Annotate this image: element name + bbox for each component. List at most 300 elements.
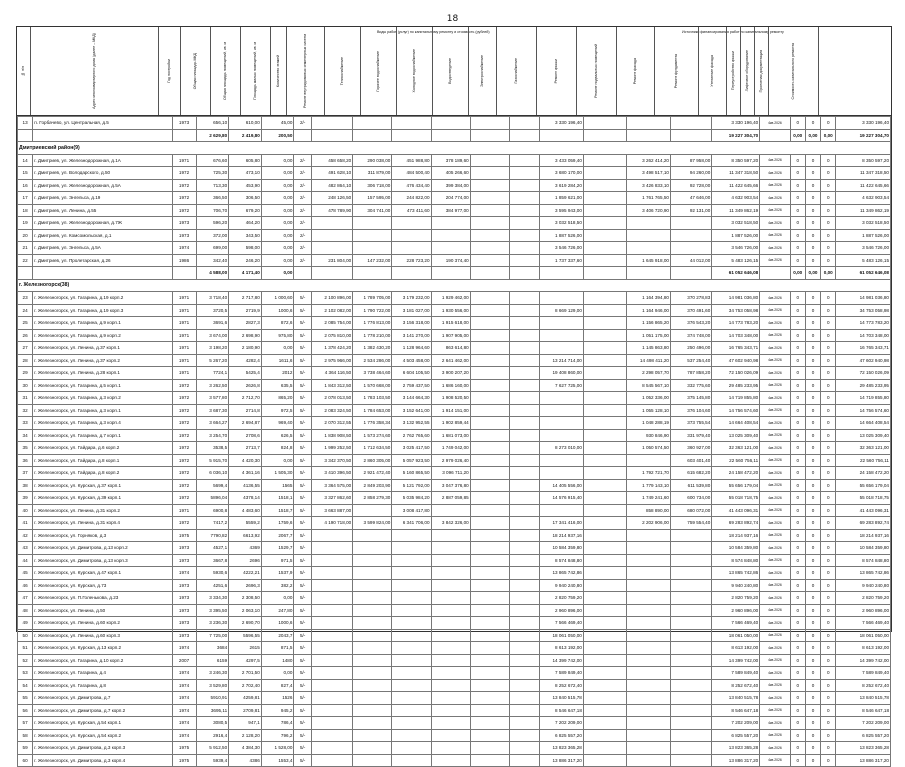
table-cell bbox=[431, 117, 470, 130]
table-cell: 1972 bbox=[172, 404, 196, 417]
table-cell: 0 bbox=[821, 254, 836, 267]
table-cell: 1611,6 bbox=[261, 354, 294, 367]
table-cell bbox=[470, 292, 509, 305]
table-cell bbox=[509, 317, 539, 330]
table-cell: 1 783 103,50 bbox=[353, 392, 392, 405]
table-cell: 2 102 082,00 bbox=[311, 304, 352, 317]
table-cell: 7 566 469,40 bbox=[712, 617, 760, 630]
table-cell: г. Дмитриев, ул. Володарского, д.50 bbox=[33, 167, 172, 180]
table-cell bbox=[353, 529, 392, 542]
table-cell: г. Железногорск, ул. Гагарина, д.19 корп.2 bbox=[33, 292, 172, 305]
table-row bbox=[18, 754, 891, 767]
table-cell: 0 bbox=[805, 467, 820, 480]
table-cell: 3 262,50 bbox=[196, 379, 229, 392]
table-cell: 1 776 813,00 bbox=[353, 317, 392, 330]
table-cell: 14 576 915,40 bbox=[540, 492, 584, 505]
header-col bbox=[181, 27, 211, 115]
table-cell: 3 141 270,00 bbox=[392, 329, 431, 342]
table-cell: 8 545 567,10 bbox=[627, 379, 671, 392]
table-cell: 1 792 721,70 bbox=[627, 467, 671, 480]
table-cell: 1 686 160,00 bbox=[431, 379, 470, 392]
table-cell: 14 664 408,54 bbox=[836, 417, 891, 430]
table-cell: 0 bbox=[805, 329, 820, 342]
table-cell bbox=[509, 617, 539, 630]
table-cell: 5/- bbox=[294, 292, 311, 305]
table-body bbox=[18, 117, 891, 767]
table-cell bbox=[431, 754, 470, 767]
table-cell: 39 bbox=[18, 492, 33, 505]
table-cell bbox=[311, 754, 352, 767]
header-col-label: Горячее водоснабжение bbox=[375, 50, 380, 92]
table-cell: 453,90 bbox=[229, 179, 262, 192]
table-cell bbox=[583, 667, 627, 680]
table-cell bbox=[392, 642, 431, 655]
table-cell: 1971 bbox=[172, 292, 196, 305]
table-cell: 0 bbox=[790, 717, 805, 730]
table-cell: 2 860 305,00 bbox=[353, 454, 392, 467]
header-col bbox=[699, 27, 727, 115]
table-cell: 6 036,10 bbox=[196, 467, 229, 480]
table-cell: 5/- bbox=[294, 379, 311, 392]
table-cell: 656,10 bbox=[196, 117, 229, 130]
table-cell: 2696,3 bbox=[229, 579, 262, 592]
table-cell: 4кв.2026 bbox=[760, 717, 790, 730]
table-cell: 0,00 bbox=[805, 267, 820, 280]
table-cell: 0 bbox=[805, 754, 820, 767]
subtotal-row bbox=[18, 129, 891, 142]
table-cell bbox=[470, 579, 509, 592]
table-cell: 1971 bbox=[172, 317, 196, 330]
table-cell bbox=[353, 129, 392, 142]
table-row bbox=[18, 617, 891, 630]
table-cell: 4 483,60 bbox=[229, 504, 262, 517]
table-cell bbox=[311, 617, 352, 630]
table-cell: 3 674,00 bbox=[196, 329, 229, 342]
table-cell: г. Железногорск, ул. Курская, д.37 корп.1 bbox=[33, 479, 172, 492]
table-cell bbox=[583, 592, 627, 605]
table-cell: 57 bbox=[18, 717, 33, 730]
table-cell bbox=[353, 629, 392, 642]
table-cell: 51 bbox=[18, 642, 33, 655]
table-cell bbox=[583, 529, 627, 542]
table-cell: 2/- bbox=[294, 217, 311, 230]
table-cell bbox=[392, 704, 431, 717]
table-row bbox=[18, 604, 891, 617]
table-cell bbox=[583, 617, 627, 630]
table-cell: 0 bbox=[821, 729, 836, 742]
table-cell bbox=[627, 242, 671, 255]
table-cell: 13 840 515,78 bbox=[712, 692, 760, 705]
table-cell: 2 641 462,00 bbox=[431, 354, 470, 367]
table-cell bbox=[470, 529, 509, 542]
table-cell bbox=[470, 392, 509, 405]
table-cell: 2007 bbox=[172, 654, 196, 667]
table-cell: 0 bbox=[805, 317, 820, 330]
table-cell: 5 915,70 bbox=[196, 454, 229, 467]
table-cell: 8 613 192,00 bbox=[540, 642, 584, 655]
table-cell: 1000,6 bbox=[261, 304, 294, 317]
table-cell bbox=[627, 617, 671, 630]
table-cell: 147 232,00 bbox=[353, 254, 392, 267]
table-cell: 4 632 903,54 bbox=[836, 192, 891, 205]
table-row bbox=[18, 504, 891, 517]
table-cell bbox=[431, 704, 470, 717]
table-cell: 3 406 720,90 bbox=[627, 204, 671, 217]
table-row bbox=[18, 454, 891, 467]
table-cell: 0 bbox=[805, 379, 820, 392]
header-col bbox=[397, 27, 433, 115]
table-cell bbox=[470, 167, 509, 180]
table-cell bbox=[311, 729, 352, 742]
table-cell: 0 bbox=[805, 692, 820, 705]
table-cell bbox=[470, 729, 509, 742]
table-cell bbox=[509, 554, 539, 567]
table-cell: 16 765 343,71 bbox=[836, 342, 891, 355]
table-row bbox=[18, 729, 891, 742]
table-cell bbox=[470, 317, 509, 330]
table-cell: 1 999 252,50 bbox=[311, 442, 352, 455]
table-cell: 3 619 284,20 bbox=[540, 179, 584, 192]
table-cell: 4кв.2026 bbox=[760, 517, 790, 530]
table-cell: 0 bbox=[805, 717, 820, 730]
table-cell: 31 bbox=[18, 392, 33, 405]
table-cell: г. Дмитриев, ул. Пролетарская, д.26 bbox=[33, 254, 172, 267]
table-cell bbox=[583, 404, 627, 417]
table-cell: 2 698,90 bbox=[229, 329, 262, 342]
header-col bbox=[537, 27, 577, 115]
table-cell: 2 762 765,60 bbox=[392, 429, 431, 442]
table-cell: 5/- bbox=[294, 692, 311, 705]
table-cell bbox=[470, 479, 509, 492]
table-cell: 2 820 759,20 bbox=[712, 592, 760, 605]
table-row bbox=[18, 379, 891, 392]
table-cell: 491 628,10 bbox=[311, 167, 352, 180]
table-cell: 250 496,00 bbox=[670, 342, 711, 355]
table-cell: 2 070 312,55 bbox=[311, 417, 352, 430]
table-cell bbox=[540, 504, 584, 517]
table-cell: 2719,9 bbox=[229, 304, 262, 317]
table-cell: 947,1 bbox=[229, 717, 262, 730]
section-title: Дмитриевский район(9) bbox=[18, 142, 891, 155]
table-cell: 343,50 bbox=[229, 229, 262, 242]
table-cell: г. Дмитриев, ул. Энгельса, д.5А bbox=[33, 242, 172, 255]
table-cell bbox=[470, 242, 509, 255]
table-cell bbox=[470, 467, 509, 480]
table-cell: 2 820 759,20 bbox=[836, 592, 891, 605]
table-cell bbox=[431, 567, 470, 580]
table-cell: 3684 bbox=[196, 642, 229, 655]
table-cell: 0 bbox=[805, 742, 820, 755]
table-cell: 61 052 646,08 bbox=[836, 267, 891, 280]
table-cell: 1 887 526,00 bbox=[712, 229, 760, 242]
table-cell bbox=[627, 679, 671, 692]
header-col bbox=[577, 27, 617, 115]
table-cell: 1 645 918,00 bbox=[627, 254, 671, 267]
table-cell: 4кв.2026 bbox=[760, 304, 790, 317]
table-cell: 5 267,20 bbox=[196, 354, 229, 367]
table-cell bbox=[583, 554, 627, 567]
table-cell bbox=[540, 404, 584, 417]
table-cell: г. Железногорск, ул. Димитрова, д.3 корп.4 bbox=[33, 754, 172, 767]
table-cell bbox=[431, 267, 470, 280]
table-cell: 1972 bbox=[172, 492, 196, 505]
table-cell: 45 bbox=[18, 567, 33, 580]
table-cell: 18 214 937,16 bbox=[836, 529, 891, 542]
table-cell: 0 bbox=[790, 579, 805, 592]
table-cell: 0 bbox=[805, 554, 820, 567]
table-cell: г. Железногорск, ул. Ленина, д.60 корп.2 bbox=[33, 617, 172, 630]
table-cell bbox=[509, 754, 539, 767]
table-cell bbox=[583, 192, 627, 205]
table-cell: 0 bbox=[821, 317, 836, 330]
table-cell bbox=[392, 604, 431, 617]
header-col-label: Газоснабжение bbox=[513, 58, 518, 84]
table-cell: 231 804,00 bbox=[311, 254, 352, 267]
table-cell bbox=[311, 692, 352, 705]
table-cell bbox=[431, 554, 470, 567]
table-cell: 0 bbox=[790, 467, 805, 480]
table-cell: 969,40 bbox=[261, 417, 294, 430]
table-cell bbox=[311, 579, 352, 592]
table-cell: 0 bbox=[821, 467, 836, 480]
table-cell: 605,80 bbox=[229, 154, 262, 167]
table-cell: 55 656 179,04 bbox=[836, 479, 891, 492]
table-cell bbox=[627, 642, 671, 655]
table-cell: 759 554,40 bbox=[670, 517, 711, 530]
table-cell: 41 443 096,31 bbox=[712, 504, 760, 517]
table-cell: 18 061 050,00 bbox=[836, 629, 891, 642]
table-cell: 49 bbox=[18, 617, 33, 630]
table-cell: г. Железногорск, ул. Ленина, д.50 bbox=[33, 604, 172, 617]
table-cell: 0 bbox=[805, 479, 820, 492]
table-cell bbox=[311, 529, 352, 542]
table-cell: 2/- bbox=[294, 254, 311, 267]
table-cell: 871,5 bbox=[261, 642, 294, 655]
table-cell: 7 589 849,40 bbox=[540, 667, 584, 680]
table-cell: 0,00 bbox=[261, 342, 294, 355]
table-cell bbox=[509, 542, 539, 555]
table-cell: 1 843 312,50 bbox=[311, 379, 352, 392]
table-cell: 0 bbox=[790, 429, 805, 442]
table-cell: 0 bbox=[805, 667, 820, 680]
table-cell: 2714,8 bbox=[229, 404, 262, 417]
table-cell: 945,2 bbox=[261, 704, 294, 717]
table-cell: 0 bbox=[821, 192, 836, 205]
table-cell: 0 bbox=[790, 642, 805, 655]
table-cell bbox=[392, 217, 431, 230]
table-cell: 3 599 824,00 bbox=[353, 517, 392, 530]
table-cell: 2012 bbox=[261, 367, 294, 380]
table-cell: 382,2 bbox=[261, 579, 294, 592]
table-cell: 4кв.2026 bbox=[760, 692, 790, 705]
table-cell bbox=[431, 529, 470, 542]
table-cell: 0 bbox=[790, 329, 805, 342]
table-cell bbox=[509, 517, 539, 530]
table-cell: 5910,91 bbox=[196, 692, 229, 705]
table-row bbox=[18, 304, 891, 317]
table-cell: 6 825 557,20 bbox=[540, 729, 584, 742]
table-cell bbox=[583, 367, 627, 380]
table-cell: 32 363 121,00 bbox=[836, 442, 891, 455]
table-cell: г. Железногорск, ул. Ленина, д.60 корп.3 bbox=[33, 629, 172, 642]
table-cell: 0,00 bbox=[821, 267, 836, 280]
table-cell: г. Железногорск, ул. Гагарина, д.9 корп.2 bbox=[33, 329, 172, 342]
table-cell: 610,00 bbox=[229, 117, 262, 130]
table-cell bbox=[311, 242, 352, 255]
table-cell: 713,30 bbox=[196, 179, 229, 192]
table-cell: 2713,7 bbox=[229, 442, 262, 455]
table-cell: 9 940 240,80 bbox=[540, 579, 584, 592]
table-cell: 0 bbox=[790, 554, 805, 567]
table-cell: 5/- bbox=[294, 354, 311, 367]
table-cell: 244 822,00 bbox=[392, 192, 431, 205]
table-cell: 8 613 192,00 bbox=[836, 642, 891, 655]
table-cell bbox=[431, 667, 470, 680]
table-cell: 0 bbox=[805, 342, 820, 355]
table-cell: 1 907 905,00 bbox=[431, 329, 470, 342]
table-cell: 3 687,30 bbox=[196, 404, 229, 417]
table-cell: 22 bbox=[18, 254, 33, 267]
table-row bbox=[18, 567, 891, 580]
table-cell: г. Железногорск, ул. Курская, д.39 корп.1 bbox=[33, 492, 172, 505]
table-cell: 5/- bbox=[294, 742, 311, 755]
table-cell: 6 341 706,00 bbox=[392, 517, 431, 530]
table-cell: 0 bbox=[821, 579, 836, 592]
table-cell: 4кв.2026 bbox=[760, 154, 790, 167]
table-cell: 2 702,40 bbox=[229, 679, 262, 692]
table-cell: 0 bbox=[790, 542, 805, 555]
table-cell bbox=[392, 679, 431, 692]
table-cell bbox=[470, 154, 509, 167]
table-cell: 1972 bbox=[172, 204, 196, 217]
table-cell: 1 908 520,50 bbox=[431, 392, 470, 405]
table-cell: 59 bbox=[18, 742, 33, 755]
table-cell: 1480 bbox=[261, 654, 294, 667]
table-cell: 3 179 232,00 bbox=[392, 292, 431, 305]
table-cell bbox=[431, 579, 470, 592]
table-cell: 45,00 bbox=[261, 117, 294, 130]
table-cell: 611 539,80 bbox=[670, 479, 711, 492]
table-cell: 3 498 517,10 bbox=[627, 167, 671, 180]
table-cell: 5/- bbox=[294, 704, 311, 717]
table-cell bbox=[583, 704, 627, 717]
table-cell: 0,00 bbox=[821, 129, 836, 142]
table-cell: 4кв.2026 bbox=[760, 704, 790, 717]
table-cell: 2827,3 bbox=[229, 317, 262, 330]
table-cell: 19 bbox=[18, 217, 33, 230]
table-row bbox=[18, 692, 891, 705]
table-cell bbox=[670, 617, 711, 630]
table-cell bbox=[392, 267, 431, 280]
header-col bbox=[287, 27, 325, 115]
table-cell: 4кв.2026 bbox=[760, 542, 790, 555]
table-cell bbox=[33, 129, 172, 142]
table-cell: 11 349 862,19 bbox=[712, 204, 760, 217]
table-cell: 16 765 343,71 bbox=[712, 342, 760, 355]
table-cell: 0 bbox=[790, 317, 805, 330]
table-cell: 3 546 726,00 bbox=[540, 242, 584, 255]
table-cell bbox=[431, 504, 470, 517]
table-row bbox=[18, 167, 891, 180]
table-cell: 0,00 bbox=[261, 204, 294, 217]
table-cell: 2 083 324,50 bbox=[311, 404, 352, 417]
table-cell: 11 422 645,66 bbox=[836, 179, 891, 192]
table-cell: 3 032 518,50 bbox=[836, 217, 891, 230]
section-title: г. Железногорск(38) bbox=[18, 279, 891, 292]
table-cell bbox=[509, 129, 539, 142]
table-cell: 0,00 bbox=[261, 229, 294, 242]
table-cell: 0 bbox=[821, 429, 836, 442]
table-cell: 44 bbox=[18, 554, 33, 567]
table-cell: 725,30 bbox=[196, 167, 229, 180]
table-cell: 2 759 437,50 bbox=[392, 379, 431, 392]
table-cell: 6 604 105,50 bbox=[392, 367, 431, 380]
table-cell: 0,00 bbox=[261, 192, 294, 205]
table-cell: 7 589 849,40 bbox=[836, 667, 891, 680]
table-row bbox=[18, 592, 891, 605]
table-cell: 0,00 bbox=[805, 129, 820, 142]
table-cell bbox=[670, 579, 711, 592]
table-cell: 375 145,80 bbox=[670, 392, 711, 405]
table-cell bbox=[509, 654, 539, 667]
table-cell: 5/- bbox=[294, 479, 311, 492]
table-cell: 11 347 318,50 bbox=[836, 167, 891, 180]
table-cell: 47 602 940,98 bbox=[712, 354, 760, 367]
table-cell bbox=[431, 242, 470, 255]
table-cell: 2 694,87 bbox=[229, 417, 262, 430]
table-cell bbox=[431, 217, 470, 230]
table-cell bbox=[470, 342, 509, 355]
table-cell: 61 052 646,08 bbox=[712, 267, 760, 280]
table-cell: 0 bbox=[790, 529, 805, 542]
table-cell bbox=[172, 267, 196, 280]
table-cell: 306 718,00 bbox=[353, 179, 392, 192]
table-cell bbox=[509, 292, 539, 305]
header-col bbox=[17, 27, 31, 115]
table-cell bbox=[311, 667, 352, 680]
table-cell bbox=[294, 267, 311, 280]
table-cell: 0 bbox=[805, 579, 820, 592]
table-cell: 8 273 010,00 bbox=[540, 442, 584, 455]
table-cell: 0 bbox=[821, 654, 836, 667]
header-col bbox=[31, 27, 159, 115]
table-cell bbox=[583, 167, 627, 180]
table-cell bbox=[470, 417, 509, 430]
table-cell: 5/- bbox=[294, 342, 311, 355]
table-cell bbox=[509, 117, 539, 130]
table-cell bbox=[583, 204, 627, 217]
table-cell: 4кв.2026 bbox=[760, 342, 790, 355]
table-row bbox=[18, 292, 891, 305]
table-cell bbox=[470, 117, 509, 130]
table-cell: 0 bbox=[821, 217, 836, 230]
table-cell: 0 bbox=[790, 454, 805, 467]
table-cell: 3 047 376,80 bbox=[431, 479, 470, 492]
table-cell: 4кв.2026 bbox=[760, 617, 790, 630]
table-cell: 3 032 518,50 bbox=[712, 217, 760, 230]
table-cell: 1 050 574,50 bbox=[627, 442, 671, 455]
table-cell: 1 052 336,00 bbox=[627, 392, 671, 405]
table-cell: 72 150 026,09 bbox=[836, 367, 891, 380]
table-cell bbox=[392, 529, 431, 542]
table-cell: 2 308,50 bbox=[229, 592, 262, 605]
table-cell bbox=[509, 204, 539, 217]
table-cell: 1973 bbox=[172, 542, 196, 555]
table-cell: 3 395,50 bbox=[196, 604, 229, 617]
table-cell: 13 886 317,20 bbox=[540, 754, 584, 767]
header-col-label: Проектная документация bbox=[758, 49, 763, 93]
table-cell bbox=[509, 454, 539, 467]
